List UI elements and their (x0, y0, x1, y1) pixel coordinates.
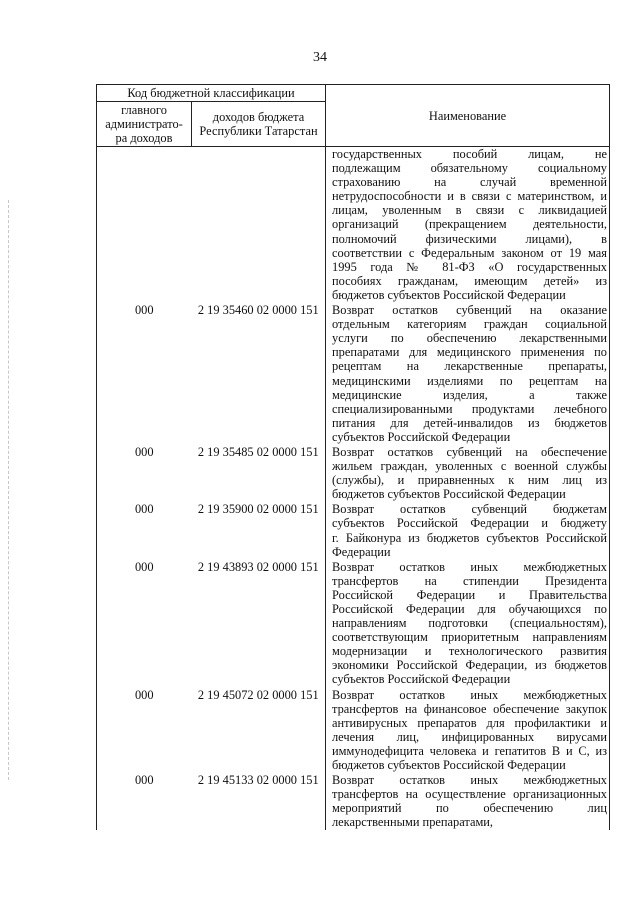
name-line: медицинскими изделиями по рецептам на (332, 373, 607, 388)
revenue-code-cell: 2 19 35460 02 0000 151 (197, 303, 319, 318)
name-line: жильем граждан, уволенных с военной службы (332, 459, 607, 474)
name-line: направлениям подготовки (специальностям), (332, 616, 607, 631)
header-budget-revenue-code (192, 102, 326, 147)
name-cell (326, 147, 610, 303)
name-line: отдельным категориям граждан социальной (332, 317, 607, 332)
main-administrator-code-cell (97, 147, 192, 303)
main-administrator-code-cell: 000 (97, 444, 192, 501)
name-line: подлежащим обязательному социальному (332, 161, 607, 176)
name-cell (326, 444, 610, 501)
table-row (97, 687, 610, 773)
main-administrator-code-cell: 000 (97, 559, 192, 687)
name-line: препаратами для медицинского применения по (332, 345, 607, 360)
main-administrator-code-cell: 000 (97, 501, 192, 558)
name-line: лекарственными препаратами, (332, 815, 494, 830)
revenue-code-cell: 2 19 35900 02 0000 151 (197, 502, 319, 517)
name-line: модернизации и технологического развития (332, 644, 607, 659)
name-line: бюджетов субъектов Российской Федерации (332, 287, 566, 302)
name-line: трансфертов на стипендии Президента (332, 573, 607, 588)
name-line: Федерации (332, 544, 391, 559)
header-main-administrator (97, 102, 192, 147)
name-line: организаций (прекращением деятельности, (332, 217, 607, 232)
revenue-code-cell: 2 19 45072 02 0000 151 (197, 687, 319, 702)
name-line: бюджетов субъектов Российской Федерации (332, 758, 566, 773)
name-cell (326, 302, 610, 444)
revenue-code-cell (192, 147, 326, 303)
main-administrator-code-cell: 000 (97, 302, 192, 444)
name-line: Возврат остатков иных межбюджетных (332, 687, 607, 702)
budget-classification-table (96, 84, 610, 830)
name-line: специализированными продуктами лечебного (332, 401, 607, 416)
header-main-administrator-line: администрато- (105, 117, 183, 131)
header-budget-revenue-line: доходов бюджета (212, 110, 305, 124)
table-body (97, 147, 610, 830)
name-line: медицинские изделия, а также (332, 387, 607, 402)
header-main-administrator-line: главного (121, 103, 167, 117)
name-line: рецептам на лекарственные препараты, (332, 359, 607, 374)
name-line: бюджетов субъектов Российской Федерации (332, 487, 566, 502)
name-line: соответствии с Федеральным законом от 19 мая (332, 245, 607, 260)
name-line: (службы), и приравненных к ним лиц из (332, 473, 607, 488)
table-row (97, 559, 610, 687)
name-line: субъектов Российской Федерации (332, 672, 511, 687)
name-line: экономики Российской Федерации, из бюджетов (332, 658, 607, 673)
header-budget-classification-code: Код бюджетной классификации (97, 85, 326, 102)
name-line: пособиях гражданам, имеющим детей» из (332, 273, 607, 288)
page-number: 34 (313, 50, 327, 65)
name-line: субъектов Российской Федерации и бюджету (332, 516, 607, 531)
revenue-code-cell: 2 19 45133 02 0000 151 (197, 773, 319, 788)
name-line: Возврат остатков иных межбюджетных (332, 559, 607, 574)
name-line: г. Байконура из бюджетов субъектов Российской (332, 530, 607, 545)
page-edge-line (8, 200, 9, 780)
name-line: услуги по обеспечению лекарственными (332, 331, 607, 346)
name-line: питания для детей-инвалидов из бюджетов (332, 415, 607, 430)
name-cell (326, 501, 610, 558)
name-line: субъектов Российской Федерации (332, 429, 511, 444)
name-line: антивирусных препаратов для профилактики и (332, 715, 607, 730)
name-line: лечения лиц, инфицированных вирусами (332, 729, 607, 744)
revenue-code-cell: 2 19 43893 02 0000 151 (197, 559, 319, 574)
name-line: Возврат остатков субвенций бюджетам (332, 502, 607, 517)
name-cell (326, 772, 610, 829)
name-line: государственных пособий лицам, не (332, 147, 607, 161)
name-cell (326, 687, 610, 773)
header-budget-revenue-line: Республики Татарстан (199, 124, 318, 138)
name-line: лицам, уволенным в связи с ликвидацией (332, 203, 607, 218)
header-name: Наименование (326, 85, 610, 147)
name-line: Возврат остатков субвенций на оказание (332, 303, 607, 318)
name-line: полномочий физическими лицами), в (332, 231, 607, 246)
revenue-code-cell: 2 19 35485 02 0000 151 (197, 444, 319, 459)
name-line: Возврат остатков иных межбюджетных (332, 773, 607, 788)
name-line: 1995 года № 81-ФЗ «О государственных (332, 259, 607, 274)
name-line: иммунодефицита человека и гепатитов B и C, из (332, 743, 607, 758)
table-row (97, 444, 610, 501)
table-row (97, 501, 610, 558)
name-cell (326, 559, 610, 687)
name-line: Возврат остатков субвенций на обеспечение (332, 444, 607, 459)
table-row (97, 772, 610, 829)
main-administrator-code-cell: 000 (97, 772, 192, 829)
main-administrator-code-cell: 000 (97, 687, 192, 773)
name-line: трансфертов на осуществление организационных (332, 787, 607, 802)
name-line: соответствующим приоритетным направлениям (332, 630, 607, 645)
name-line: мероприятий по обеспечению лиц (332, 801, 607, 816)
name-line: страхованию на случай временной (332, 175, 607, 190)
table-row (97, 147, 610, 303)
name-line: Российской Федерации и Правительства (332, 587, 607, 602)
name-line: нетрудоспособности и в связи с материнством, и (332, 189, 607, 204)
header-main-administrator-line: ра доходов (115, 131, 173, 145)
table-row (97, 302, 610, 444)
name-line: трансфертов на финансовое обеспечение закупок (332, 701, 607, 716)
name-line: Российской Федерации для обучающихся по (332, 602, 607, 616)
